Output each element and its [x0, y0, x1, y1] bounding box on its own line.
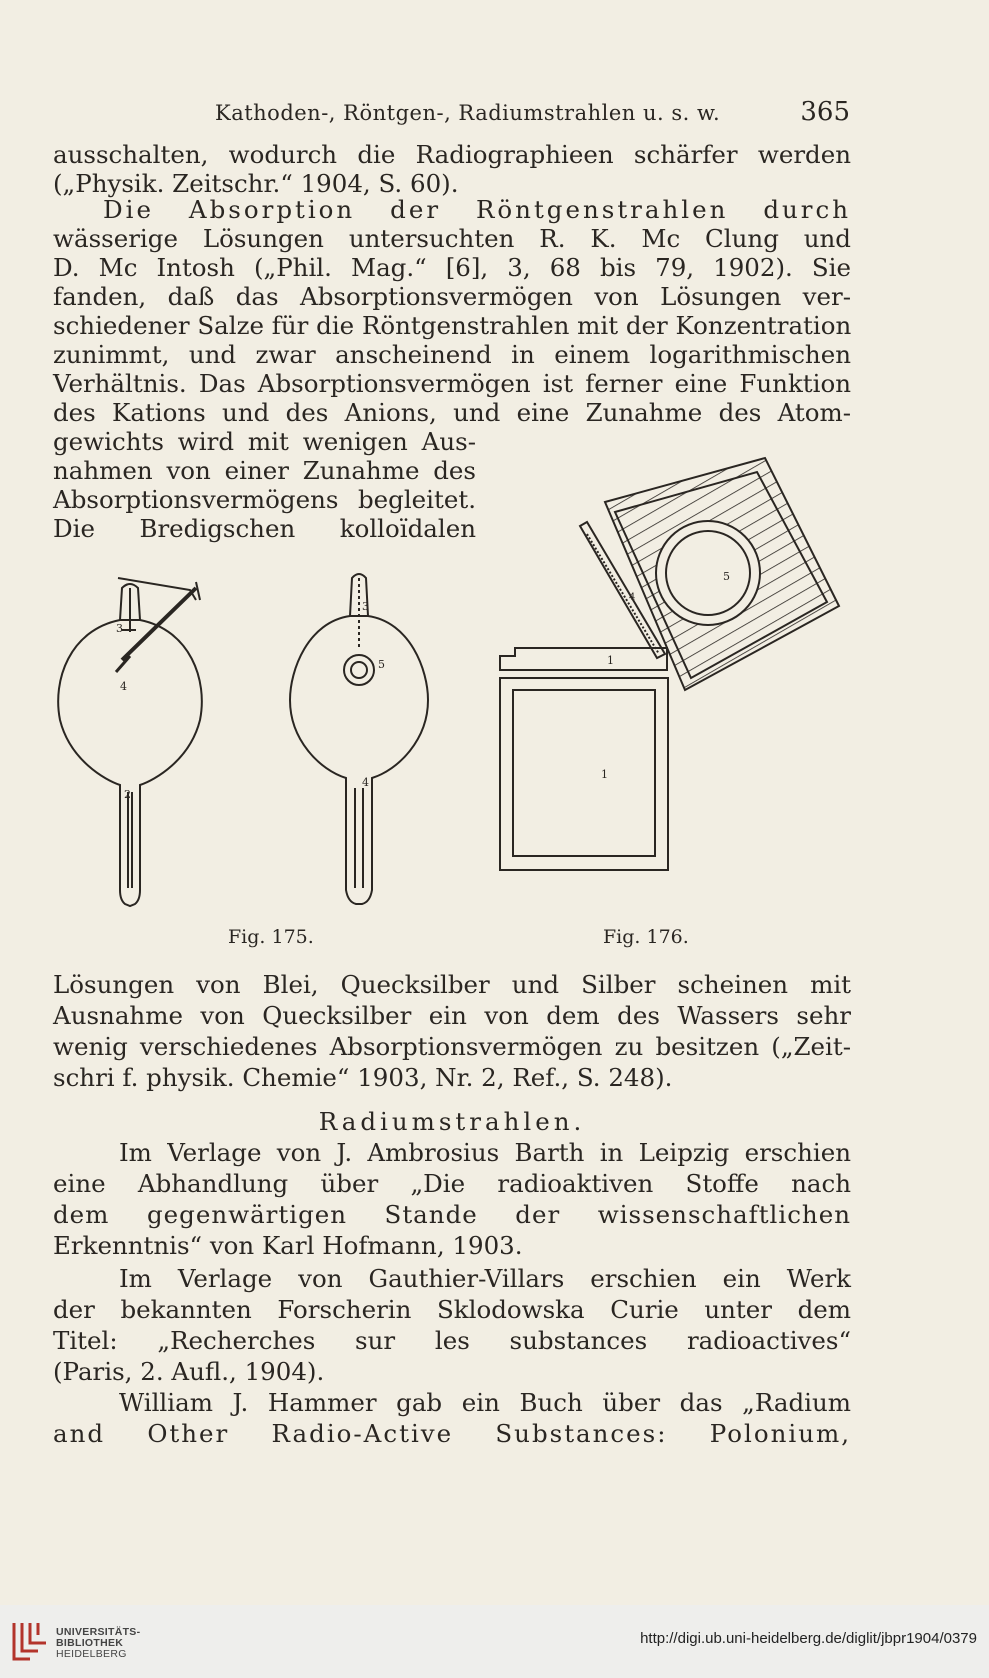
library-line-2: BIBLIOTHEK [56, 1637, 124, 1649]
text-line: der bekannten Forscherin Sklodowska Curie unter dem [53, 1295, 851, 1324]
text-line: Verhältnis. Das Absorptionsvermögen ist ferner eine Funktion [53, 369, 851, 398]
fig-176-caption: Fig. 176. [603, 926, 689, 948]
text-line: Die Absorption der Röntgenstrahlen durch [103, 195, 851, 224]
text-line: gewichts wird mit wenigen Aus- [53, 427, 476, 456]
text-line: nahmen von einer Zunahme des [53, 456, 476, 485]
page-header [50, 97, 850, 131]
text-line: schri f. physik. Chemie“ 1903, Nr. 2, Ref., S. 248). [53, 1063, 673, 1092]
xray-tube-left [58, 578, 202, 906]
running-head: Kathoden-, Röntgen-, Radiumstrahlen u. s. w. [215, 101, 721, 125]
text-line: D. Mc Intosh („Phil. Mag.“ [6], 3, 68 bis 79, 1902). Sie [53, 253, 851, 282]
fig176-label-4: 4 [629, 592, 636, 603]
fig175b-label-3: 3 [362, 600, 369, 613]
text-line: dem gegenwärtigen Stande der wissenschaftlichen [53, 1200, 851, 1229]
fig175-label-2: 2 [124, 788, 131, 801]
library-logo-icon [8, 1619, 52, 1665]
fig-175-caption: Fig. 175. [228, 926, 314, 948]
text-line: Ausnahme von Quecksilber ein von dem des Wassers sehr [53, 1001, 851, 1030]
footer-bar [0, 1605, 989, 1678]
library-line-3: HEIDELBERG [56, 1648, 127, 1660]
text-line: Titel: „Recherches sur les substances radioactives“ [53, 1326, 851, 1355]
page-number: 365 [800, 97, 850, 127]
text-line: William J. Hammer gab ein Buch über das „Radium [119, 1388, 851, 1417]
text-line: Lösungen von Blei, Quecksilber und Silber scheinen mit [53, 970, 851, 999]
fig176-label-1-top: 1 [607, 654, 614, 667]
fig175b-label-5: 5 [378, 658, 385, 671]
text-line: wenig verschiedenes Absorptionsvermögen zu besitzen („Zeit- [53, 1032, 851, 1061]
fig-175-xray-tubes [50, 570, 470, 910]
text-line: Im Verlage von J. Ambrosius Barth in Leipzig erschien [119, 1138, 851, 1167]
text-line: eine Abhandlung über „Die radioaktiven Stoffe nach [53, 1169, 851, 1198]
text-line: fanden, daß das Absorptionsvermögen von Lösungen ver- [53, 282, 851, 311]
plate-frame [500, 648, 668, 870]
text-line: Die Bredigschen kolloïdalen [53, 514, 476, 543]
fig176-label-5-top: 5 [723, 570, 730, 583]
source-url-link[interactable]: http://digi.ub.uni-heidelberg.de/diglit/jbpr1904/0379 [640, 1630, 977, 1647]
text-line: Absorptionsvermögens begleitet. [53, 485, 476, 514]
library-line-1: UNIVERSITÄTS- [56, 1626, 141, 1638]
fig175-label-3: 3 [116, 622, 123, 635]
section-heading: Radiumstrahlen. [318, 1107, 586, 1136]
text-line: (Paris, 2. Aufl., 1904). [53, 1357, 325, 1386]
text-line: and Other Radio-Active Substances: Polonium, [53, 1419, 851, 1448]
text-line: zunimmt, und zwar anscheinend in einem logarithmischen [53, 340, 851, 369]
text-line: Erkenntnis“ von Karl Hofmann, 1903. [53, 1231, 523, 1260]
fig-176-plate-holder [495, 450, 855, 920]
fig176-label-1: 1 [601, 768, 608, 781]
text-line: wässerige Lösungen untersuchten R. K. Mc Clung und [53, 224, 851, 253]
text-line: („Physik. Zeitschr.“ 1904, S. 60). [53, 169, 459, 198]
xray-tube-right [290, 574, 428, 904]
text-line: ausschalten, wodurch die Radiographieen schärfer werden [53, 140, 851, 169]
text-line: Im Verlage von Gauthier-Villars erschien ein Werk [119, 1264, 851, 1293]
fig175b-label-4: 4 [362, 776, 369, 789]
fig175-label-4: 4 [120, 680, 127, 693]
text-line: schiedener Salze für die Röntgenstrahlen mit der Konzentration [53, 311, 852, 340]
library-name [56, 1627, 140, 1660]
lead-box [605, 458, 839, 690]
text-line: des Kations und des Anions, und eine Zunahme des Atom- [53, 398, 851, 427]
